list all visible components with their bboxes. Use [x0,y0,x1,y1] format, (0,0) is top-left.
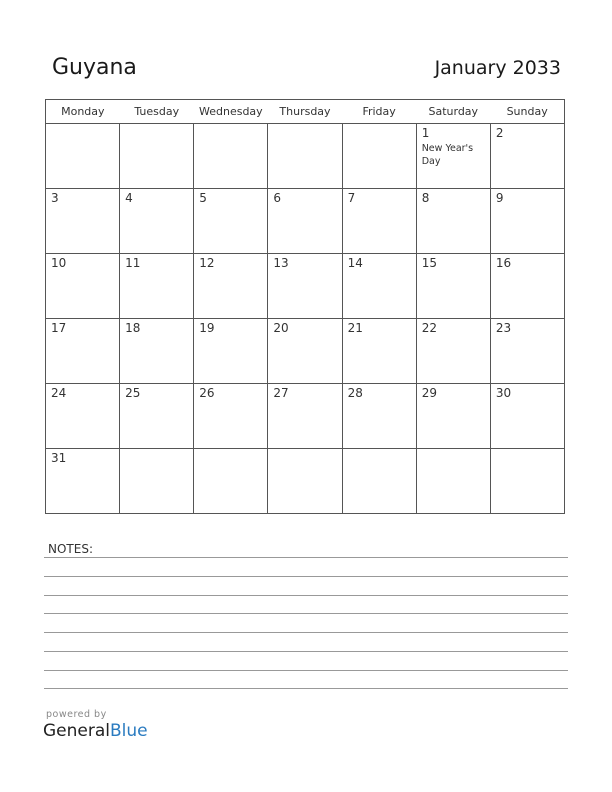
note-line [44,670,568,671]
day-cell [194,384,268,449]
week-row [46,124,565,189]
day-number: 3 [51,191,59,205]
day-number: 2 [495,126,504,140]
weekday-sunday: Sunday [490,100,564,124]
weekday-tuesday: Tuesday [120,100,194,124]
day-cell [342,124,416,189]
day-cell [416,124,490,189]
day-cell [416,254,490,319]
day-number: 8 [421,191,430,205]
day-cell [46,449,120,514]
day-cell [268,254,342,319]
day-cell [194,449,268,514]
week-row [46,449,565,514]
day-cell [268,189,342,254]
day-number: 12 [199,256,215,270]
day-cell [120,319,194,384]
week-row [46,189,565,254]
brand-blue: Blue [110,721,148,741]
day-number: 15 [421,256,437,270]
day-cell [342,449,416,514]
day-number: 14 [347,256,363,270]
day-cell [342,254,416,319]
day-number: 4 [125,191,133,205]
day-cell [120,384,194,449]
calendar-grid [45,99,565,514]
day-cell [120,189,194,254]
day-cell [416,449,490,514]
day-cell [490,449,564,514]
day-number: 11 [125,256,141,270]
weekday-friday: Friday [342,100,416,124]
weekday-wednesday: Wednesday [194,100,268,124]
weekday-thursday: Thursday [268,100,342,124]
day-cell [342,319,416,384]
holiday-label: New Year's Day [421,143,474,167]
day-number: 7 [347,191,356,205]
note-line [44,576,568,577]
week-row [46,319,565,384]
note-line [44,613,568,614]
day-cell [490,189,564,254]
day-number: 19 [199,321,215,335]
month-year-title: January 2033 [434,57,561,79]
day-number: 30 [495,386,512,400]
day-cell [46,319,120,384]
day-cell [490,319,564,384]
notes-label: NOTES: [48,542,93,556]
note-line [44,688,568,689]
day-number: 1 [421,126,430,140]
day-number: 10 [51,256,67,270]
day-cell [120,124,194,189]
day-number: 24 [51,386,67,400]
day-cell [416,384,490,449]
day-cell [268,124,342,189]
day-cell [46,384,120,449]
week-row [46,384,565,449]
day-number: 25 [125,386,141,400]
day-cell [342,189,416,254]
day-number: 22 [421,321,437,335]
day-number: 31 [51,451,67,465]
weekday-monday: Monday [46,100,120,124]
day-cell [268,319,342,384]
day-cell [490,124,564,189]
note-line [44,595,568,596]
day-cell [194,254,268,319]
day-number: 18 [125,321,141,335]
note-line [44,651,568,652]
week-row [46,254,565,319]
day-number: 5 [199,191,207,205]
day-cell [416,319,490,384]
country-title: Guyana [52,55,137,80]
note-line [44,557,568,558]
brand-logo [43,721,148,741]
day-number: 29 [421,386,437,400]
day-cell [194,124,268,189]
day-cell [46,254,120,319]
day-cell [194,319,268,384]
day-cell [342,384,416,449]
day-cell [46,189,120,254]
day-number: 28 [347,386,363,400]
day-number: 9 [495,191,504,205]
day-cell [490,384,564,449]
day-number: 6 [273,191,282,205]
day-number: 20 [273,321,289,335]
day-number: 27 [273,386,289,400]
day-number: 16 [495,256,512,270]
weekday-header-row [46,100,565,124]
day-cell [490,254,564,319]
day-cell [268,384,342,449]
day-number: 13 [273,256,289,270]
day-cell [120,449,194,514]
day-cell [46,124,120,189]
brand-general: General [43,721,110,741]
day-number: 17 [51,321,67,335]
day-number: 26 [199,386,215,400]
powered-by-text: powered by [46,709,107,720]
day-cell [194,189,268,254]
day-number: 21 [347,321,363,335]
day-cell [120,254,194,319]
day-cell [416,189,490,254]
weekday-saturday: Saturday [416,100,490,124]
day-number: 23 [495,321,512,335]
day-cell [268,449,342,514]
note-line [44,632,568,633]
